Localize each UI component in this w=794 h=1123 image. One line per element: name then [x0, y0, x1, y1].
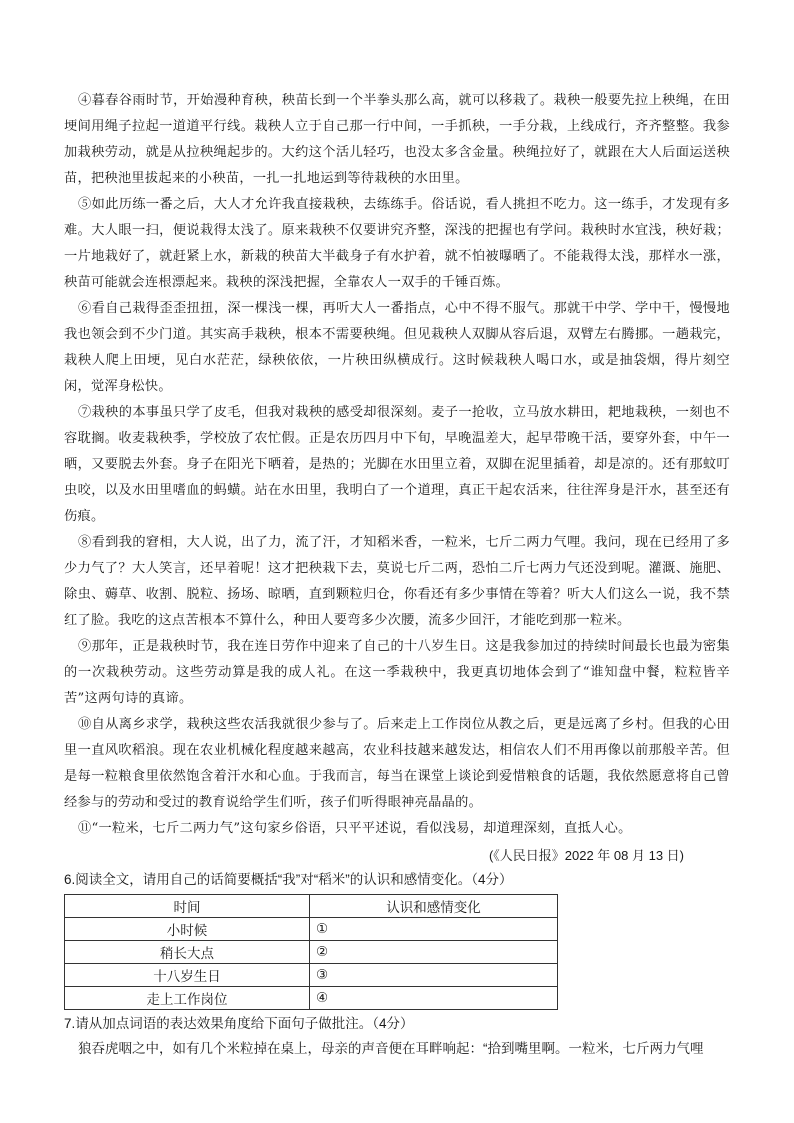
article-body — [64, 88, 730, 842]
table-row — [65, 964, 558, 987]
row-time: 小时候 — [65, 918, 310, 941]
question-7-quote: 狼吞虎咽之中，如有几个米粒掉在桌上，母亲的声音便在耳畔响起：“拾到嘴里啊。一粒米，七斤两力气哩 — [78, 1041, 704, 1056]
paragraph-4: ④暮春谷雨时节，开始漫种育秧，秧苗长到一个半拳头那么高，就可以移栽了。栽秧一般要先拉上秧绳，在田埂间用绳子拉起一道道平行线。栽秧人立于自己那一行中间，一手抓秧，一手分栽，上线成行，齐齐整整。我参加栽秧劳动，就是从拉秧绳起步的。大约这个活儿轻巧，也没太多含金量。秧绳拉好了，就跟在大人后面运送秧苗，把秧池里拔起来的小秧苗，一扎一扎地运到等待栽秧的水田里。 — [64, 93, 730, 186]
table-row — [65, 987, 558, 1010]
table-row — [65, 918, 558, 941]
row-time: 稍长大点 — [65, 941, 310, 964]
paragraph-11: ⑪“一粒米，七斤二两力气”这句家乡俗语，只平平述说，看似浅易，却道理深刻，直抵人心。 — [78, 821, 632, 836]
question-7-prompt: 7.请从加点词语的表达效果角度给下面句子做批注。（4分） — [64, 1016, 414, 1031]
answer-blank[interactable]: ① — [310, 918, 558, 941]
table-header-row — [65, 895, 558, 918]
paragraph-5: ⑤如此历练一番之后，大人才允许我直接栽秧，去练练手。俗话说，看人挑担不吃力。这一练手，才发现有多难。大人眼一扫，便说栽得太浅了。原来栽秧不仅要讲究齐整，深浅的把握也有学问。栽秧时水宜浅，秧好栽；一片地栽好了，就赶紧上水，新栽的秧苗大半截身子有水护着，就不怕被曝晒了。不能栽得太浅，那样水一涨，秧苗可能就会连根漂起来。栽秧的深浅把握，全靠农人一双手的千锤百炼。 — [64, 197, 730, 290]
row-time: 十八岁生日 — [65, 964, 310, 987]
paragraph-7: ⑦栽秧的本事虽只学了皮毛，但我对栽秧的感受却很深刻。麦子一抢收，立马放水耕田，耙地栽秧，一刻也不容耽搁。收麦栽秧季，学校放了农忙假。正是农历四月中下旬，早晚温差大，起早带晚干活，要穿外套，中午一晒，又要脱去外套。身子在阳光下晒着，是热的；光脚在水田里立着，双脚在泥里插着，却是凉的。还有那蚊叮虫咬，以及水田里嗜血的蚂蟥。站在水田里，我明白了一个道理，真正干起农活来，往往浑身是汗水，甚至还有伤痕。 — [64, 405, 730, 524]
header-time: 时间 — [65, 895, 310, 918]
question-6-prompt: 6.阅读全文，请用自己的话简要概括“我”对“稻米”的认识和感情变化。（4分） — [64, 872, 513, 887]
article-source: (《人民日报》2022 年 08 月 13 日) — [488, 848, 684, 863]
table-row — [65, 941, 558, 964]
paragraph-9: ⑨那年，正是栽秧时节，我在连日劳作中迎来了自己的十八岁生日。这是我参加过的持续时间最长也最为密集的一次栽秧劳动。这些劳动算是我的成人礼。在这一季栽秧中，我更真切地体会到了“谁知盘中餐，粒粒皆辛苦”这两句诗的真谛。 — [64, 639, 730, 706]
row-time: 走上工作岗位 — [65, 987, 310, 1010]
paragraph-6: ⑥看自己栽得歪歪扭扭，深一棵浅一棵，再听大人一番指点，心中不得不服气。那就干中学、学中干，慢慢地我也领会到不少门道。其实高手栽秧，根本不需要秧绳。但见栽秧人双脚从容后退，双臂左右腾挪。一趟栽完，栽秧人爬上田埂，见白水茫茫，绿秧依依，一片秧田纵横成行。这时候栽秧人喝口水，或是抽袋烟，得片刻空闲，觉浑身松快。 — [64, 301, 730, 394]
answer-table — [64, 894, 558, 1010]
answer-blank[interactable]: ② — [310, 941, 558, 964]
answer-blank[interactable]: ④ — [310, 987, 558, 1010]
header-change: 认识和感情变化 — [310, 895, 558, 918]
paragraph-10: ⑩自从离乡求学，栽秧这些农活我就很少参与了。后来走上工作岗位从教之后，更是远离了乡村。但我的心田里一直风吹稻浪。现在农业机械化程度越来越高，农业科技越来越发达，相信农人们不用再像以前那般辛苦。但是每一粒粮食里依然饱含着汗水和心血。于我而言，每当在课堂上谈论到爱惜粮食的话题，我依然愿意将自己曾经参与的劳动和受过的教育说给学生们听，孩子们听得眼神亮晶晶的。 — [64, 717, 730, 810]
paragraph-8: ⑧看到我的窘相，大人说，出了力，流了汗，才知稻米香，一粒米，七斤二两力气哩。我问，现在已经用了多少力气了？大人笑言，还早着呢！这才把秧栽下去，莫说七斤二两，恐怕二斤七两力气还没到呢。灌溉、施肥、除虫、薅草、收割、脱粒、扬场、晾晒，直到颗粒归仓，你看还有多少事情在等着？听大人们这么一说，我不禁红了脸。我吃的这点苦根本不算什么，种田人要弯多少次腰，流多少回汗，才能吃到那一粒米。 — [64, 535, 730, 628]
answer-blank[interactable]: ③ — [310, 964, 558, 987]
